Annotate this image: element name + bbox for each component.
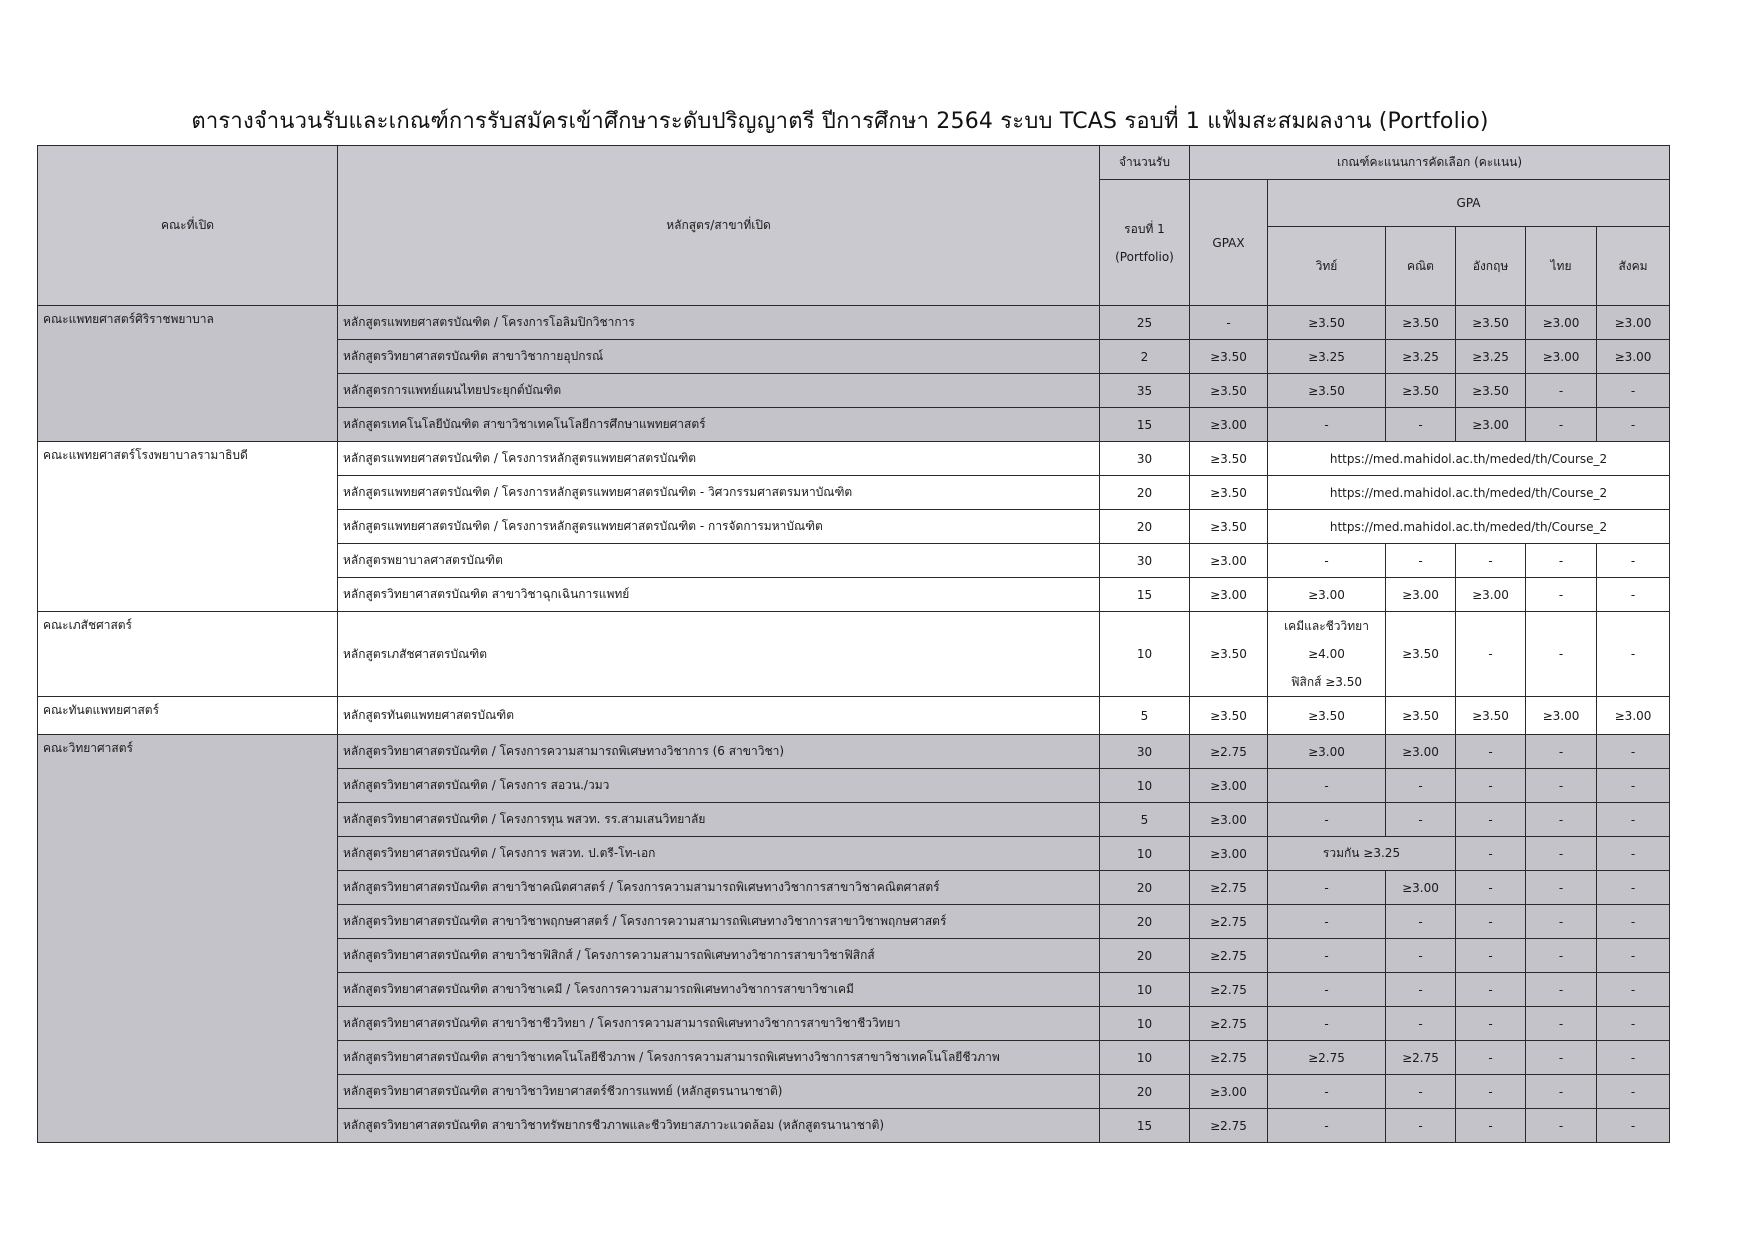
gpax-cell: ≥3.50 bbox=[1190, 340, 1268, 374]
quota-cell: 20 bbox=[1100, 939, 1190, 973]
gpa-science-cell: - bbox=[1268, 973, 1386, 1007]
gpa-english-cell: - bbox=[1456, 939, 1526, 973]
gpa-math-cell: - bbox=[1386, 1075, 1456, 1109]
gpa-science-cell: ≥3.50 bbox=[1268, 697, 1386, 735]
gpa-social-cell: - bbox=[1597, 803, 1670, 837]
gpa-english-cell: - bbox=[1456, 905, 1526, 939]
program-cell: หลักสูตรวิทยาศาสตรบัณฑิต สาขาวิชาทรัพยากรชีวภาพและชีววิทยาสภาวะแวดล้อม (หลักสูตรนานาชาติ) bbox=[338, 1109, 1100, 1143]
gpa-science-line: ฟิสิกส์ ≥3.50 bbox=[1291, 675, 1362, 689]
gpa-thai-cell: - bbox=[1526, 578, 1597, 612]
gpa-thai-cell: - bbox=[1526, 1075, 1597, 1109]
gpa-math-cell: - bbox=[1386, 769, 1456, 803]
gpa-english-cell: - bbox=[1456, 837, 1526, 871]
gpax-cell: ≥2.75 bbox=[1190, 1109, 1268, 1143]
gpa-science-cell: ≥3.00 bbox=[1268, 578, 1386, 612]
gpa-math-cell: - bbox=[1386, 905, 1456, 939]
gpax-cell: ≥3.50 bbox=[1190, 374, 1268, 408]
table-body bbox=[38, 306, 1670, 1143]
gpa-social-cell: - bbox=[1597, 612, 1670, 697]
gpa-thai-cell: - bbox=[1526, 803, 1597, 837]
gpax-cell: ≥3.00 bbox=[1190, 769, 1268, 803]
gpa-english-cell: - bbox=[1456, 1109, 1526, 1143]
program-cell: หลักสูตรวิทยาศาสตรบัณฑิต สาขาวิชาฉุกเฉินการแพทย์ bbox=[338, 578, 1100, 612]
gpa-math-cell: - bbox=[1386, 544, 1456, 578]
gpa-social-cell: ≥3.00 bbox=[1597, 306, 1670, 340]
gpa-english-cell: - bbox=[1456, 1041, 1526, 1075]
page-title: ตารางจำนวนรับและเกณฑ์การรับสมัครเข้าศึกษาระดับปริญญาตรี ปีการศึกษา 2564 ระบบ TCAS รอบที่ 1 แฟ้มสะสมผลงาน (Portfolio) bbox=[191, 109, 1489, 134]
gpa-social-cell: - bbox=[1597, 939, 1670, 973]
admission-criteria-table bbox=[37, 145, 1670, 1143]
gpa-thai-cell: ≥3.00 bbox=[1526, 340, 1597, 374]
gpa-math-cell: - bbox=[1386, 973, 1456, 1007]
program-cell: หลักสูตรวิทยาศาสตรบัณฑิต สาขาวิชาชีววิทยา / โครงการความสามารถพิเศษทางวิชาการสาขาวิชาชีววิทยา bbox=[338, 1007, 1100, 1041]
gpa-thai-cell: - bbox=[1526, 871, 1597, 905]
quota-cell: 20 bbox=[1100, 510, 1190, 544]
faculty-cell: คณะทันตแพทยศาสตร์ bbox=[38, 697, 338, 735]
gpa-english-cell: - bbox=[1456, 735, 1526, 769]
gpa-social-cell: - bbox=[1597, 973, 1670, 1007]
gpa-english-cell: - bbox=[1456, 973, 1526, 1007]
gpa-thai-cell: - bbox=[1526, 837, 1597, 871]
gpax-cell: ≥2.75 bbox=[1190, 973, 1268, 1007]
quota-cell: 30 bbox=[1100, 544, 1190, 578]
program-cell: หลักสูตรวิทยาศาสตรบัณฑิต / โครงการทุน พสวท. รร.สามเสนวิทยาลัย bbox=[338, 803, 1100, 837]
quota-cell: 2 bbox=[1100, 340, 1190, 374]
gpa-english-cell: - bbox=[1456, 612, 1526, 697]
program-cell: หลักสูตรวิทยาศาสตรบัณฑิต สาขาวิชากายอุปกรณ์ bbox=[338, 340, 1100, 374]
gpa-social-cell: - bbox=[1597, 1041, 1670, 1075]
gpax-cell: ≥3.50 bbox=[1190, 442, 1268, 476]
faculty-cell: คณะเภสัชศาสตร์ bbox=[38, 612, 338, 697]
gpa-math-cell: - bbox=[1386, 1007, 1456, 1041]
gpa-social-cell: - bbox=[1597, 408, 1670, 442]
quota-cell: 5 bbox=[1100, 697, 1190, 735]
gpa-social-cell: ≥3.00 bbox=[1597, 340, 1670, 374]
gpa-math-cell: ≥3.00 bbox=[1386, 578, 1456, 612]
gpax-cell: ≥3.00 bbox=[1190, 837, 1268, 871]
program-cell: หลักสูตรพยาบาลศาสตรบัณฑิต bbox=[338, 544, 1100, 578]
gpa-math-cell: ≥2.75 bbox=[1386, 1041, 1456, 1075]
faculty-cell: คณะวิทยาศาสตร์ bbox=[38, 735, 338, 1143]
gpa-thai-cell: - bbox=[1526, 374, 1597, 408]
gpa-thai-cell: - bbox=[1526, 939, 1597, 973]
program-cell: หลักสูตรวิทยาศาสตรบัณฑิต / โครงการ สอวน./วมว bbox=[338, 769, 1100, 803]
gpax-cell: ≥2.75 bbox=[1190, 905, 1268, 939]
quota-cell: 20 bbox=[1100, 1075, 1190, 1109]
gpax-cell: - bbox=[1190, 306, 1268, 340]
header-subject-social: สังคม bbox=[1597, 227, 1670, 306]
gpax-cell: ≥3.00 bbox=[1190, 1075, 1268, 1109]
table-header bbox=[38, 146, 1670, 306]
program-cell: หลักสูตรวิทยาศาสตรบัณฑิต / โครงการความสามารถพิเศษทางวิชาการ (6 สาขาวิชา) bbox=[338, 735, 1100, 769]
faculty-cell: คณะแพทยศาสตร์โรงพยาบาลรามาธิบดี bbox=[38, 442, 338, 612]
gpa-thai-cell: - bbox=[1526, 612, 1597, 697]
gpa-science-cell: ≥3.50 bbox=[1268, 374, 1386, 408]
gpa-science-cell: - bbox=[1268, 905, 1386, 939]
gpa-english-cell: - bbox=[1456, 871, 1526, 905]
gpa-science-cell: ≥3.50 bbox=[1268, 306, 1386, 340]
header-gpax: GPAX bbox=[1190, 180, 1268, 306]
quota-cell: 35 bbox=[1100, 374, 1190, 408]
gpax-cell: ≥2.75 bbox=[1190, 1007, 1268, 1041]
program-cell: หลักสูตรเทคโนโลยีบัณฑิต สาขาวิชาเทคโนโลยีการศึกษาแพทยศาสตร์ bbox=[338, 408, 1100, 442]
program-cell: หลักสูตรแพทยศาสตรบัณฑิต / โครงการโอลิมปิกวิชาการ bbox=[338, 306, 1100, 340]
program-cell: หลักสูตรแพทยศาสตรบัณฑิต / โครงการหลักสูตรแพทยศาสตรบัณฑิต - การจัดการมหาบัณฑิต bbox=[338, 510, 1100, 544]
gpa-social-cell: - bbox=[1597, 374, 1670, 408]
program-cell: หลักสูตรแพทยศาสตรบัณฑิต / โครงการหลักสูตรแพทยศาสตรบัณฑิต - วิศวกรรมศาสตรมหาบัณฑิต bbox=[338, 476, 1100, 510]
header-quota-round bbox=[1100, 180, 1190, 306]
gpa-science-cell: - bbox=[1268, 1075, 1386, 1109]
header-quota-round-sub: (Portfolio) bbox=[1115, 249, 1174, 264]
gpa-english-cell: ≥3.50 bbox=[1456, 374, 1526, 408]
program-cell: หลักสูตรวิทยาศาสตรบัณฑิต สาขาวิชาวิทยาศาสตร์ชีวการแพทย์ (หลักสูตรนานาชาติ) bbox=[338, 1075, 1100, 1109]
gpa-math-cell: ≥3.50 bbox=[1386, 697, 1456, 735]
gpax-cell: ≥2.75 bbox=[1190, 939, 1268, 973]
gpa-social-cell: - bbox=[1597, 735, 1670, 769]
table-row bbox=[38, 697, 1670, 735]
gpa-social-cell: - bbox=[1597, 837, 1670, 871]
gpax-cell: ≥3.00 bbox=[1190, 803, 1268, 837]
gpa-thai-cell: ≥3.00 bbox=[1526, 306, 1597, 340]
program-cell: หลักสูตรวิทยาศาสตรบัณฑิต สาขาวิชาเทคโนโลยีชีวภาพ / โครงการความสามารถพิเศษทางวิชาการสาขาวิชาเทคโนโลยีชีวภาพ bbox=[338, 1041, 1100, 1075]
quota-cell: 20 bbox=[1100, 905, 1190, 939]
header-criteria: เกณฑ์คะแนนการคัดเลือก (คะแนน) bbox=[1190, 146, 1670, 180]
quota-cell: 5 bbox=[1100, 803, 1190, 837]
gpa-science-cell: - bbox=[1268, 544, 1386, 578]
quota-cell: 25 bbox=[1100, 306, 1190, 340]
gpa-science-cell bbox=[1268, 612, 1386, 697]
gpa-link-note: https://med.mahidol.ac.th/meded/th/Course_2 bbox=[1268, 510, 1670, 544]
quota-cell: 30 bbox=[1100, 735, 1190, 769]
program-cell: หลักสูตรแพทยศาสตรบัณฑิต / โครงการหลักสูตรแพทยศาสตรบัณฑิต bbox=[338, 442, 1100, 476]
quota-cell: 10 bbox=[1100, 837, 1190, 871]
gpa-social-cell: - bbox=[1597, 578, 1670, 612]
quota-cell: 10 bbox=[1100, 769, 1190, 803]
gpax-cell: ≥3.00 bbox=[1190, 578, 1268, 612]
gpa-math-cell: - bbox=[1386, 939, 1456, 973]
gpa-science-line: ≥4.00 bbox=[1308, 647, 1345, 661]
quota-cell: 20 bbox=[1100, 871, 1190, 905]
gpax-cell: ≥3.00 bbox=[1190, 408, 1268, 442]
table-row bbox=[38, 306, 1670, 340]
gpa-science-cell: - bbox=[1268, 408, 1386, 442]
quota-cell: 30 bbox=[1100, 442, 1190, 476]
quota-cell: 20 bbox=[1100, 476, 1190, 510]
table-row bbox=[38, 442, 1670, 476]
quota-cell: 10 bbox=[1100, 612, 1190, 697]
gpa-social-cell: - bbox=[1597, 1075, 1670, 1109]
gpa-thai-cell: - bbox=[1526, 1007, 1597, 1041]
gpa-english-cell: ≥3.00 bbox=[1456, 408, 1526, 442]
quota-cell: 10 bbox=[1100, 1041, 1190, 1075]
gpa-english-cell: - bbox=[1456, 803, 1526, 837]
gpax-cell: ≥3.50 bbox=[1190, 510, 1268, 544]
header-subject-thai: ไทย bbox=[1526, 227, 1597, 306]
header-quota: จำนวนรับ bbox=[1100, 146, 1190, 180]
gpa-science-cell: - bbox=[1268, 769, 1386, 803]
quota-cell: 15 bbox=[1100, 578, 1190, 612]
gpa-science-cell: - bbox=[1268, 803, 1386, 837]
gpax-cell: ≥3.50 bbox=[1190, 612, 1268, 697]
gpa-science-cell: - bbox=[1268, 1109, 1386, 1143]
gpa-math-cell: ≥3.00 bbox=[1386, 735, 1456, 769]
gpa-social-cell: - bbox=[1597, 905, 1670, 939]
gpa-math-cell: ≥3.50 bbox=[1386, 306, 1456, 340]
header-quota-round-label: รอบที่ 1 bbox=[1124, 221, 1165, 236]
gpa-thai-cell: - bbox=[1526, 1041, 1597, 1075]
gpa-science-cell: ≥2.75 bbox=[1268, 1041, 1386, 1075]
gpa-social-cell: - bbox=[1597, 544, 1670, 578]
quota-cell: 15 bbox=[1100, 408, 1190, 442]
gpax-cell: ≥3.50 bbox=[1190, 697, 1268, 735]
header-subject-math: คณิต bbox=[1386, 227, 1456, 306]
gpa-thai-cell: - bbox=[1526, 408, 1597, 442]
gpax-cell: ≥2.75 bbox=[1190, 1041, 1268, 1075]
header-subject-english: อังกฤษ bbox=[1456, 227, 1526, 306]
gpa-thai-cell: - bbox=[1526, 735, 1597, 769]
program-cell: หลักสูตรทันตแพทยศาสตรบัณฑิต bbox=[338, 697, 1100, 735]
table-row bbox=[38, 735, 1670, 769]
gpa-thai-cell: - bbox=[1526, 905, 1597, 939]
quota-cell: 10 bbox=[1100, 1007, 1190, 1041]
program-cell: หลักสูตรการแพทย์แผนไทยประยุกต์บัณฑิต bbox=[338, 374, 1100, 408]
gpa-math-cell: - bbox=[1386, 408, 1456, 442]
gpa-science-cell: - bbox=[1268, 939, 1386, 973]
gpa-english-cell: ≥3.00 bbox=[1456, 578, 1526, 612]
header-subject-science: วิทย์ bbox=[1268, 227, 1386, 306]
gpa-math-cell: - bbox=[1386, 803, 1456, 837]
gpax-cell: ≥2.75 bbox=[1190, 735, 1268, 769]
gpa-math-cell: ≥3.00 bbox=[1386, 871, 1456, 905]
gpa-social-cell: - bbox=[1597, 871, 1670, 905]
table-row bbox=[38, 612, 1670, 697]
gpa-thai-cell: - bbox=[1526, 973, 1597, 1007]
gpa-science-cell: ≥3.25 bbox=[1268, 340, 1386, 374]
gpa-english-cell: - bbox=[1456, 1075, 1526, 1109]
gpa-math-cell: ≥3.50 bbox=[1386, 374, 1456, 408]
program-cell: หลักสูตรวิทยาศาสตรบัณฑิต สาขาวิชาเคมี / โครงการความสามารถพิเศษทางวิชาการสาขาวิชาเคมี bbox=[338, 973, 1100, 1007]
gpa-thai-cell: - bbox=[1526, 544, 1597, 578]
quota-cell: 15 bbox=[1100, 1109, 1190, 1143]
faculty-cell: คณะแพทยศาสตร์ศิริราชพยาบาล bbox=[38, 306, 338, 442]
gpax-cell: ≥2.75 bbox=[1190, 871, 1268, 905]
gpa-science-cell: - bbox=[1268, 1007, 1386, 1041]
gpa-english-cell: ≥3.25 bbox=[1456, 340, 1526, 374]
gpa-english-cell: ≥3.50 bbox=[1456, 306, 1526, 340]
gpa-thai-cell: - bbox=[1526, 1109, 1597, 1143]
header-program: หลักสูตร/สาขาที่เปิด bbox=[338, 146, 1100, 306]
gpa-thai-cell: - bbox=[1526, 769, 1597, 803]
gpa-science-line: เคมีและชีววิทยา bbox=[1284, 619, 1369, 633]
program-cell: หลักสูตรวิทยาศาสตรบัณฑิต / โครงการ พสวท. ป.ตรี-โท-เอก bbox=[338, 837, 1100, 871]
program-cell: หลักสูตรวิทยาศาสตรบัณฑิต สาขาวิชาคณิตศาสตร์ / โครงการความสามารถพิเศษทางวิชาการสาขาวิชาคณิตศาสตร์ bbox=[338, 871, 1100, 905]
gpax-cell: ≥3.00 bbox=[1190, 544, 1268, 578]
gpa-science-cell: ≥3.00 bbox=[1268, 735, 1386, 769]
gpa-science-cell: - bbox=[1268, 871, 1386, 905]
program-cell: หลักสูตรวิทยาศาสตรบัณฑิต สาขาวิชาพฤกษศาสตร์ / โครงการความสามารถพิเศษทางวิชาการสาขาวิชาพฤกษศาสตร์ bbox=[338, 905, 1100, 939]
gpa-social-cell: ≥3.00 bbox=[1597, 697, 1670, 735]
gpa-social-cell: - bbox=[1597, 1109, 1670, 1143]
gpa-link-note: https://med.mahidol.ac.th/meded/th/Course_2 bbox=[1268, 476, 1670, 510]
gpa-math-cell: ≥3.25 bbox=[1386, 340, 1456, 374]
gpa-english-cell: ≥3.50 bbox=[1456, 697, 1526, 735]
gpa-english-cell: - bbox=[1456, 1007, 1526, 1041]
gpa-sci-math-combined: รวมกัน ≥3.25 bbox=[1268, 837, 1456, 871]
header-gpa: GPA bbox=[1268, 180, 1670, 227]
gpa-link-note: https://med.mahidol.ac.th/meded/th/Course_2 bbox=[1268, 442, 1670, 476]
gpa-english-cell: - bbox=[1456, 769, 1526, 803]
gpa-math-cell: ≥3.50 bbox=[1386, 612, 1456, 697]
gpa-social-cell: - bbox=[1597, 769, 1670, 803]
gpa-social-cell: - bbox=[1597, 1007, 1670, 1041]
quota-cell: 10 bbox=[1100, 973, 1190, 1007]
gpa-english-cell: - bbox=[1456, 544, 1526, 578]
gpa-thai-cell: ≥3.00 bbox=[1526, 697, 1597, 735]
program-cell: หลักสูตรวิทยาศาสตรบัณฑิต สาขาวิชาฟิสิกส์ / โครงการความสามารถพิเศษทางวิชาการสาขาวิชาฟิสิกส์ bbox=[338, 939, 1100, 973]
header-faculty: คณะที่เปิด bbox=[38, 146, 338, 306]
gpax-cell: ≥3.50 bbox=[1190, 476, 1268, 510]
gpa-math-cell: - bbox=[1386, 1109, 1456, 1143]
program-cell: หลักสูตรเภสัชศาสตรบัณฑิต bbox=[338, 612, 1100, 697]
